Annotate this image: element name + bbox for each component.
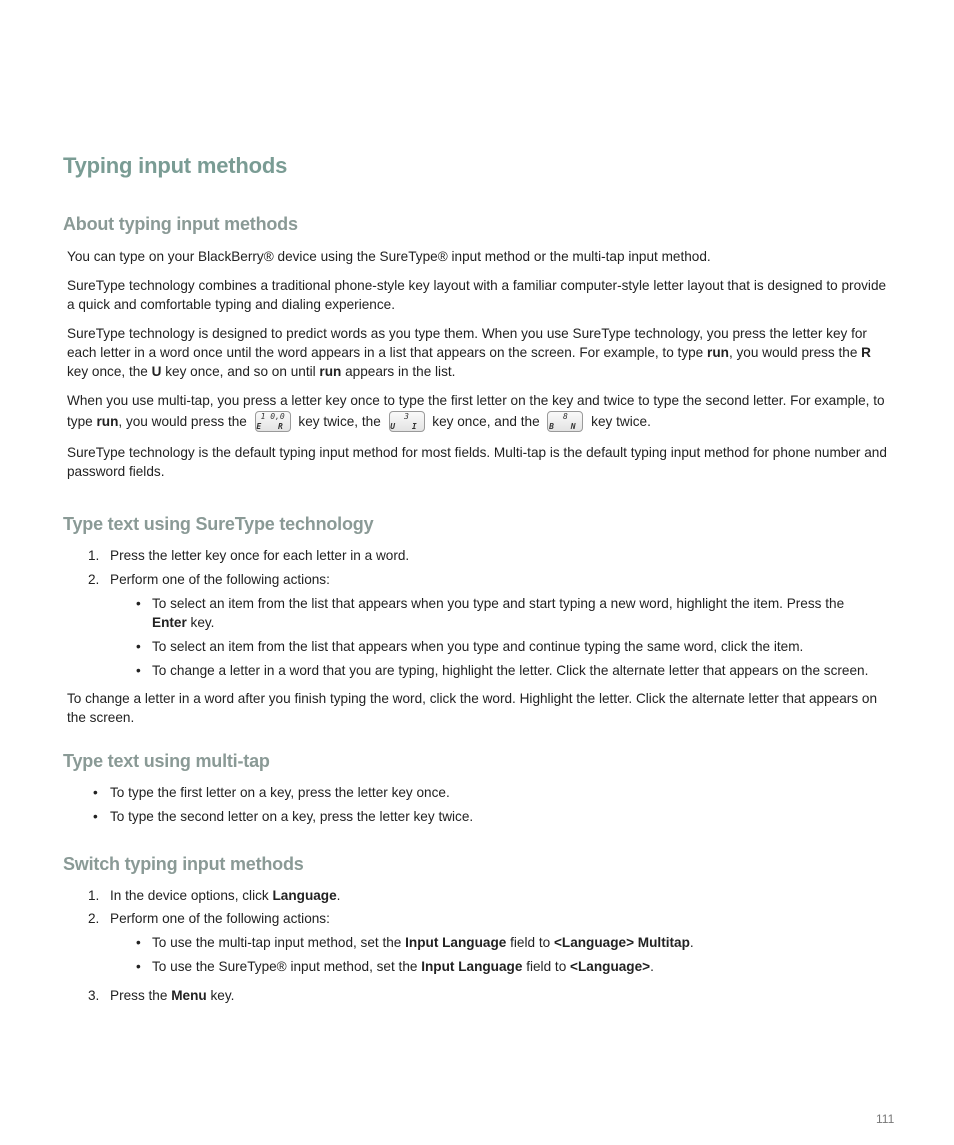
step-item: Press the letter key once for each letter in a word. (110, 548, 410, 563)
step-item: Perform one of the following actions: (110, 911, 330, 926)
paragraph-change-letter: To change a letter in a word after you finish typing the word, click the word. Highlight the letter. Click the alternate letter that appears on the screen. (67, 691, 878, 725)
step-item: Perform one of the following actions: (110, 572, 330, 587)
bn-key-icon: 8 B N (549, 411, 582, 431)
list-item: To type the first letter on a key, press the letter key once. (110, 785, 450, 800)
bullet-icon: • (136, 959, 141, 974)
heading-about-typing: About typing input methods (63, 214, 298, 234)
bullet-icon: • (136, 596, 141, 611)
paragraph-multitap: When you use multi-tap, you press a letter key once to type the first letter on the key and twice to type the second letter. For example, to type run, you would press the 1 0,0 E R key twice, the 3 U I key once, and the 8 B N key twice. (67, 393, 885, 431)
bullet-icon: • (93, 809, 98, 824)
list-item: To change a letter in a word that you are typing, highlight the letter. Click the alternate letter that appears on the screen. (152, 663, 869, 678)
bullet-icon: • (136, 935, 141, 950)
bullet-icon: • (93, 785, 98, 800)
paragraph-suretype-predict: SureType technology is designed to predict words as you type them. When you use SureType technology, you press the letter key for each letter in a word once until the word appears in a list that appears on the screen. For example, to type run, you would press the R key once, the U key once, and so on until run appears in the list. (67, 326, 871, 379)
er-key-icon: 1 0,0 E R (256, 411, 289, 431)
list-item: To use the SureType® input method, set the Input Language field to <Language>. (152, 959, 654, 974)
step-number: 3. (88, 988, 100, 1003)
step-number: 2. (88, 911, 100, 926)
bullet-icon: • (136, 639, 141, 654)
bullet-icon: • (136, 663, 141, 678)
heading-switch-methods: Switch typing input methods (63, 854, 304, 874)
paragraph-intro: You can type on your BlackBerry® device using the SureType® input method or the multi-tap input method. (67, 249, 711, 264)
heading-multitap: Type text using multi-tap (63, 751, 270, 771)
list-item: To select an item from the list that appears when you type and start typing a new word, highlight the item. Press the Enter key. (152, 596, 845, 630)
page-title: Typing input methods (63, 153, 288, 178)
paragraph-suretype-layout: SureType technology combines a traditional phone-style key layout with a familiar computer-style letter layout that is designed to provide a quick and comfortable typing and dialing experience. (67, 278, 887, 312)
paragraph-default-method: SureType technology is the default typing input method for most fields. Multi-tap is the default typing input method for phone number and password fields. (67, 445, 887, 479)
step-item: Press the Menu key. (110, 988, 235, 1003)
step-number: 2. (88, 572, 100, 587)
ui-key-icon: 3 U I (390, 411, 423, 431)
step-item: In the device options, click Language. (110, 888, 341, 903)
step-number: 1. (88, 888, 100, 903)
page-number: 111 (876, 1112, 895, 1126)
list-item: To select an item from the list that appears when you type and continue typing the same word, click the item. (152, 639, 804, 654)
step-number: 1. (88, 548, 100, 563)
list-item: To type the second letter on a key, press the letter key twice. (110, 809, 474, 824)
list-item: To use the multi-tap input method, set the Input Language field to <Language> Multitap. (152, 935, 694, 950)
heading-suretype: Type text using SureType technology (63, 514, 374, 534)
